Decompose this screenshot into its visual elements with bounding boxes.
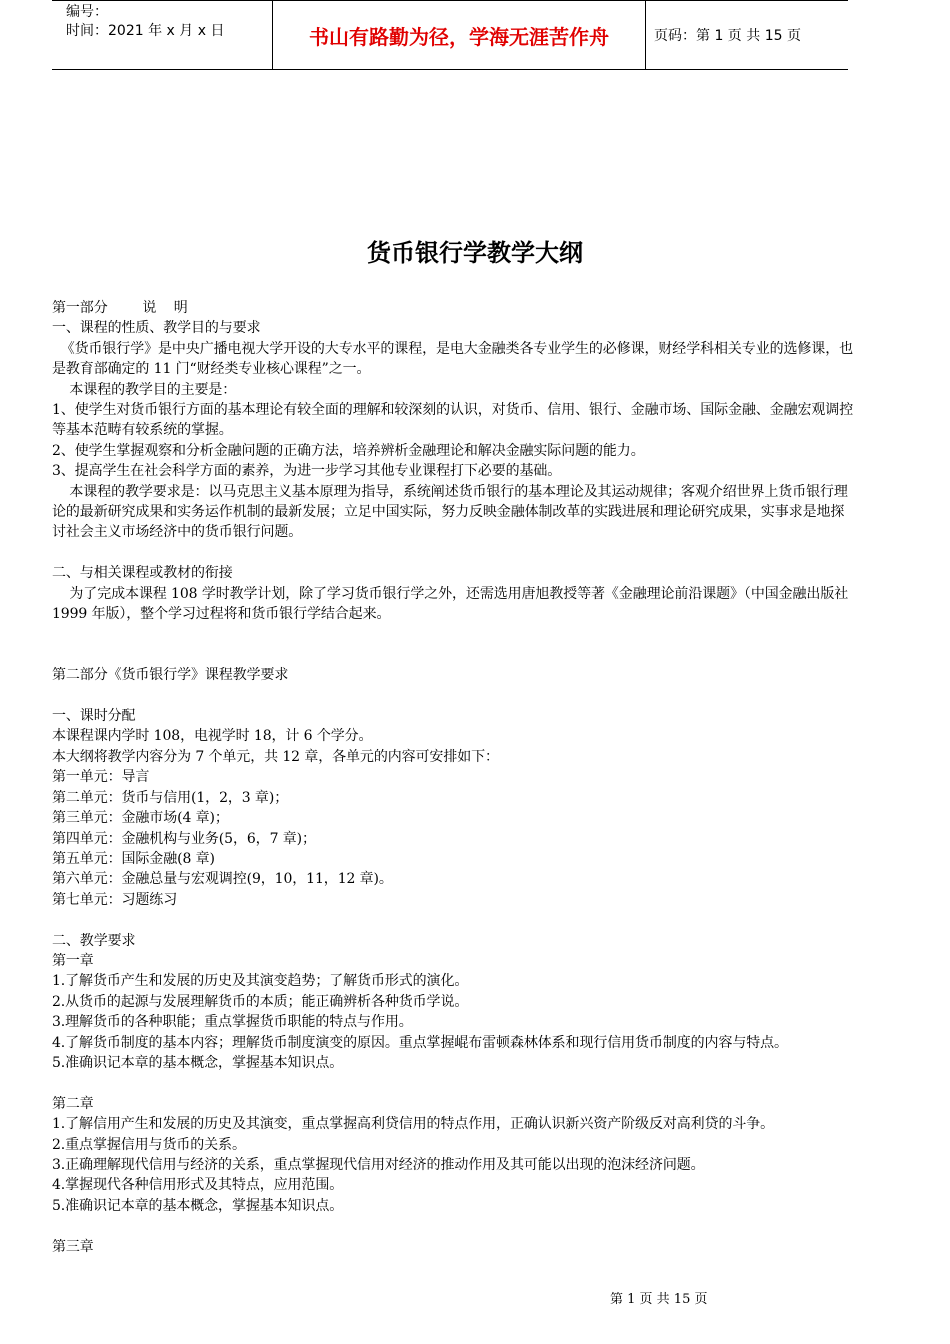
unit-item: 第二单元：货币与信用(1，2，3 章)； [52, 789, 289, 806]
part1-heading: 第一部分 说 明 [52, 300, 188, 316]
paragraph: 本课程课内学时 108，电视学时 18，计 6 个学分。 [52, 728, 373, 745]
header-meta [52, 1, 273, 69]
document-title: 货币银行学教学大纲 [367, 239, 583, 267]
requirement-item: 1.了解信用产生和发展的历史及其演变，重点掌握高利贷信用的特点作用，正确认识新兴资产阶级反对高利贷的斗争。 [52, 1116, 775, 1133]
requirement-item: 2.重点掌握信用与货币的关系。 [52, 1136, 246, 1153]
section-heading: 二、教学要求 [52, 932, 136, 949]
section-heading: 一、课程的性质、教学目的与要求 [52, 320, 261, 337]
section-heading: 二、与相关课程或教材的衔接 [52, 565, 233, 582]
paragraph: 本课程的教学目的主要是： [52, 381, 237, 398]
requirement-item: 1.了解货币产生和发展的历史及其演变趋势；了解货币形式的演化。 [52, 973, 469, 990]
paragraph: 为了完成本课程 108 学时教学计划，除了学习货币银行学之外，还需选用唐旭教授等著《金融理论前沿课题》（中国金融出版社 1999 年版），整个学习过程将和货币银行学结合起来。 [52, 585, 853, 623]
unit-item: 第三单元：金融市场(4 章)； [52, 810, 229, 827]
unit-item: 第六单元：金融总量与宏观调控(9，10，11，12 章)。 [52, 871, 393, 888]
requirement-item: 5.准确识记本章的基本概念，掌握基本知识点。 [52, 1197, 344, 1214]
requirement-item: 5.准确识记本章的基本概念，掌握基本知识点。 [52, 1054, 344, 1071]
page-header [52, 0, 848, 70]
document-body [52, 298, 858, 1257]
requirement-item: 4.了解货币制度的基本内容；理解货币制度演变的原因。重点掌握崐布雷顿森林体系和现行信用货币制度的内容与特点。 [52, 1034, 788, 1051]
paragraph: 本课程的教学要求是：以马克思主义基本原理为指导，系统阐述货币银行的基本理论及其运动规律；客观介绍世界上货币银行理论的最新研究成果和实务运作机制的最新发展；立足中国实际，努力反映金融体制改革的实践进展和理论研究成果，实事求是地探讨社会主义市场经济中的货币银行问题。 [52, 483, 848, 541]
page-footer: 第 1 页 共 15 页 [610, 1292, 708, 1307]
requirement-item: 3.理解货币的各种职能；重点掌握货币职能的特点与作用。 [52, 1014, 413, 1031]
unit-item: 第一单元：导言 [52, 769, 150, 786]
part2-heading: 第二部分《货币银行学》课程教学要求 [52, 667, 289, 684]
goal-item: 3、提高学生在社会科学方面的素养，为进一步学习其他专业课程打下必要的基础。 [52, 463, 562, 480]
unit-item: 第七单元：习题练习 [52, 891, 178, 908]
header-page-info: 页码：第 1 页 共 15 页 [654, 28, 801, 44]
chapter-heading: 第二章 [52, 1095, 94, 1112]
requirement-item: 4.掌握现代各种信用形式及其特点，应用范围。 [52, 1177, 344, 1194]
doc-time-label: 时间：2021 年 x 月 x 日 [66, 23, 225, 39]
header-motto: 书山有路勤为径，学海无涯苦作舟 [273, 1, 646, 69]
chapter-heading: 第一章 [52, 952, 94, 969]
doc-number-label: 编号： [66, 4, 108, 20]
requirement-item: 2.从货币的起源与发展理解货币的本质；能正确辨析各种货币学说。 [52, 993, 469, 1010]
section-heading: 一、课时分配 [52, 708, 136, 725]
chapter-heading: 第三章 [52, 1238, 94, 1255]
goal-item: 1、使学生对货币银行方面的基本理论有较全面的理解和较深刻的认识，对货币、信用、银行、金融市场、国际金融、金融宏观调控等基本范畴有较系统的掌握。 [52, 402, 854, 439]
goal-item: 2、使学生掌握观察和分析金融问题的正确方法，培养辨析金融理论和解决金融实际问题的能力。 [52, 442, 645, 459]
paragraph: 《货币银行学》是中央广播电视大学开设的大专水平的课程，是电大金融类各专业学生的必修课，财经学科相关专业的选修课，也是教育部确定的 11 门“财经类专业核心课程”之一。 [52, 340, 854, 378]
paragraph: 本大纲将教学内容分为 7 个单元，共 12 章，各单元的内容可安排如下： [52, 748, 499, 765]
requirement-item: 3.正确理解现代信用与经济的关系，重点掌握现代信用对经济的推动作用及其可能以出现的泡沫经济问题。 [52, 1156, 705, 1173]
unit-item: 第四单元：金融机构与业务(5，6，7 章)； [52, 830, 316, 847]
unit-item: 第五单元：国际金融(8 章) [52, 850, 215, 867]
